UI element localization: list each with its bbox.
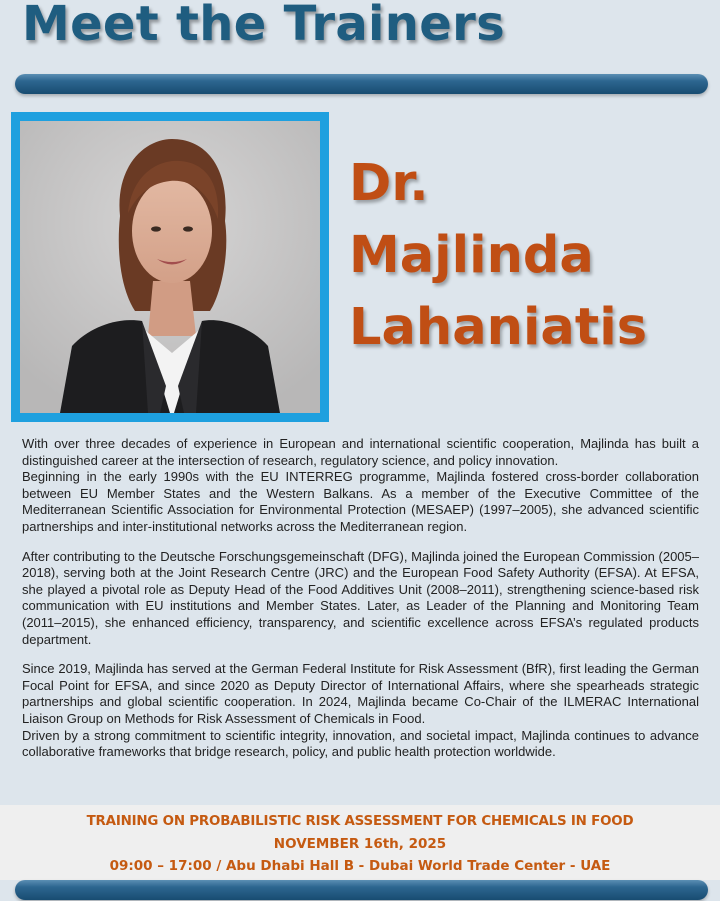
- header-divider-bar: [15, 74, 708, 94]
- bio-paragraph: Beginning in the early 1990s with the EU INTERREG programme, Majlinda fostered cross-border collaboration between EU Member States and the Western Balkans. As a member of the Executive Committee of the Mediterranean Scientific Association for Environmental Protection (MESAEP) (1997–2005), she advanced scientific partnerships and inter-institutional networks across the Mediterranean region.: [22, 469, 699, 534]
- event-title: TRAINING ON PROBABILISTIC RISK ASSESSMENT FOR CHEMICALS IN FOOD: [86, 814, 634, 829]
- trainer-photo-frame: [11, 112, 329, 422]
- trainer-name-line: Lahaniatis: [349, 298, 648, 357]
- bio-paragraph: After contributing to the Deutsche Forschungsgemeinschaft (DFG), Majlinda joined the European Commission (2005–2018), serving both at the Joint Research Centre (JRC) and the European Food Safety Authority (EFSA). At EFSA, she played a pivotal role as Deputy Head of the Food Additives Unit (2008–2011), strengthening science-based risk communication with EU institutions and Member States. Later, as Leader of the Planning and Monitoring Team (2011–2015), she enhanced efficiency, transparency, and scientific excellence across EFSA’s regulated products department.: [22, 548, 699, 647]
- event-time-location: 09:00 – 17:00 / Abu Dhabi Hall B - Dubai World Trade Center - UAE: [109, 858, 611, 874]
- trainer-bio: [22, 436, 699, 761]
- trainer-name: [349, 148, 647, 364]
- bio-paragraph: Driven by a strong commitment to scientific integrity, innovation, and societal impact, Majlinda continues to advance collaborative frameworks that bridge research, policy, and public health protection worldwide.: [22, 727, 699, 760]
- page-title: Meet the Trainers: [22, 0, 505, 52]
- trainer-name-line: Dr.: [349, 154, 429, 213]
- bio-paragraph: Since 2019, Majlinda has served at the German Federal Institute for Risk Assessment (BfR), first leading the German Focal Point for EFSA, and since 2020 as Deputy Director of International Affairs, where she spearheads strategic partnerships and global scientific cooperation. In 2024, Majlinda became Co-Chair of the ILMERAC International Liaison Group on Methods for Risk Assessment of Chemicals in Food.: [22, 661, 699, 726]
- bio-paragraph: With over three decades of experience in European and international scientific cooperation, Majlinda has built a distinguished career at the intersection of research, regulatory science, and policy innovation.: [22, 436, 699, 468]
- trainer-photo: [20, 121, 320, 413]
- footer-divider-bar: [15, 880, 708, 900]
- trainer-name-line: Majlinda: [349, 226, 594, 285]
- event-date: NOVEMBER 16th, 2025: [273, 836, 447, 852]
